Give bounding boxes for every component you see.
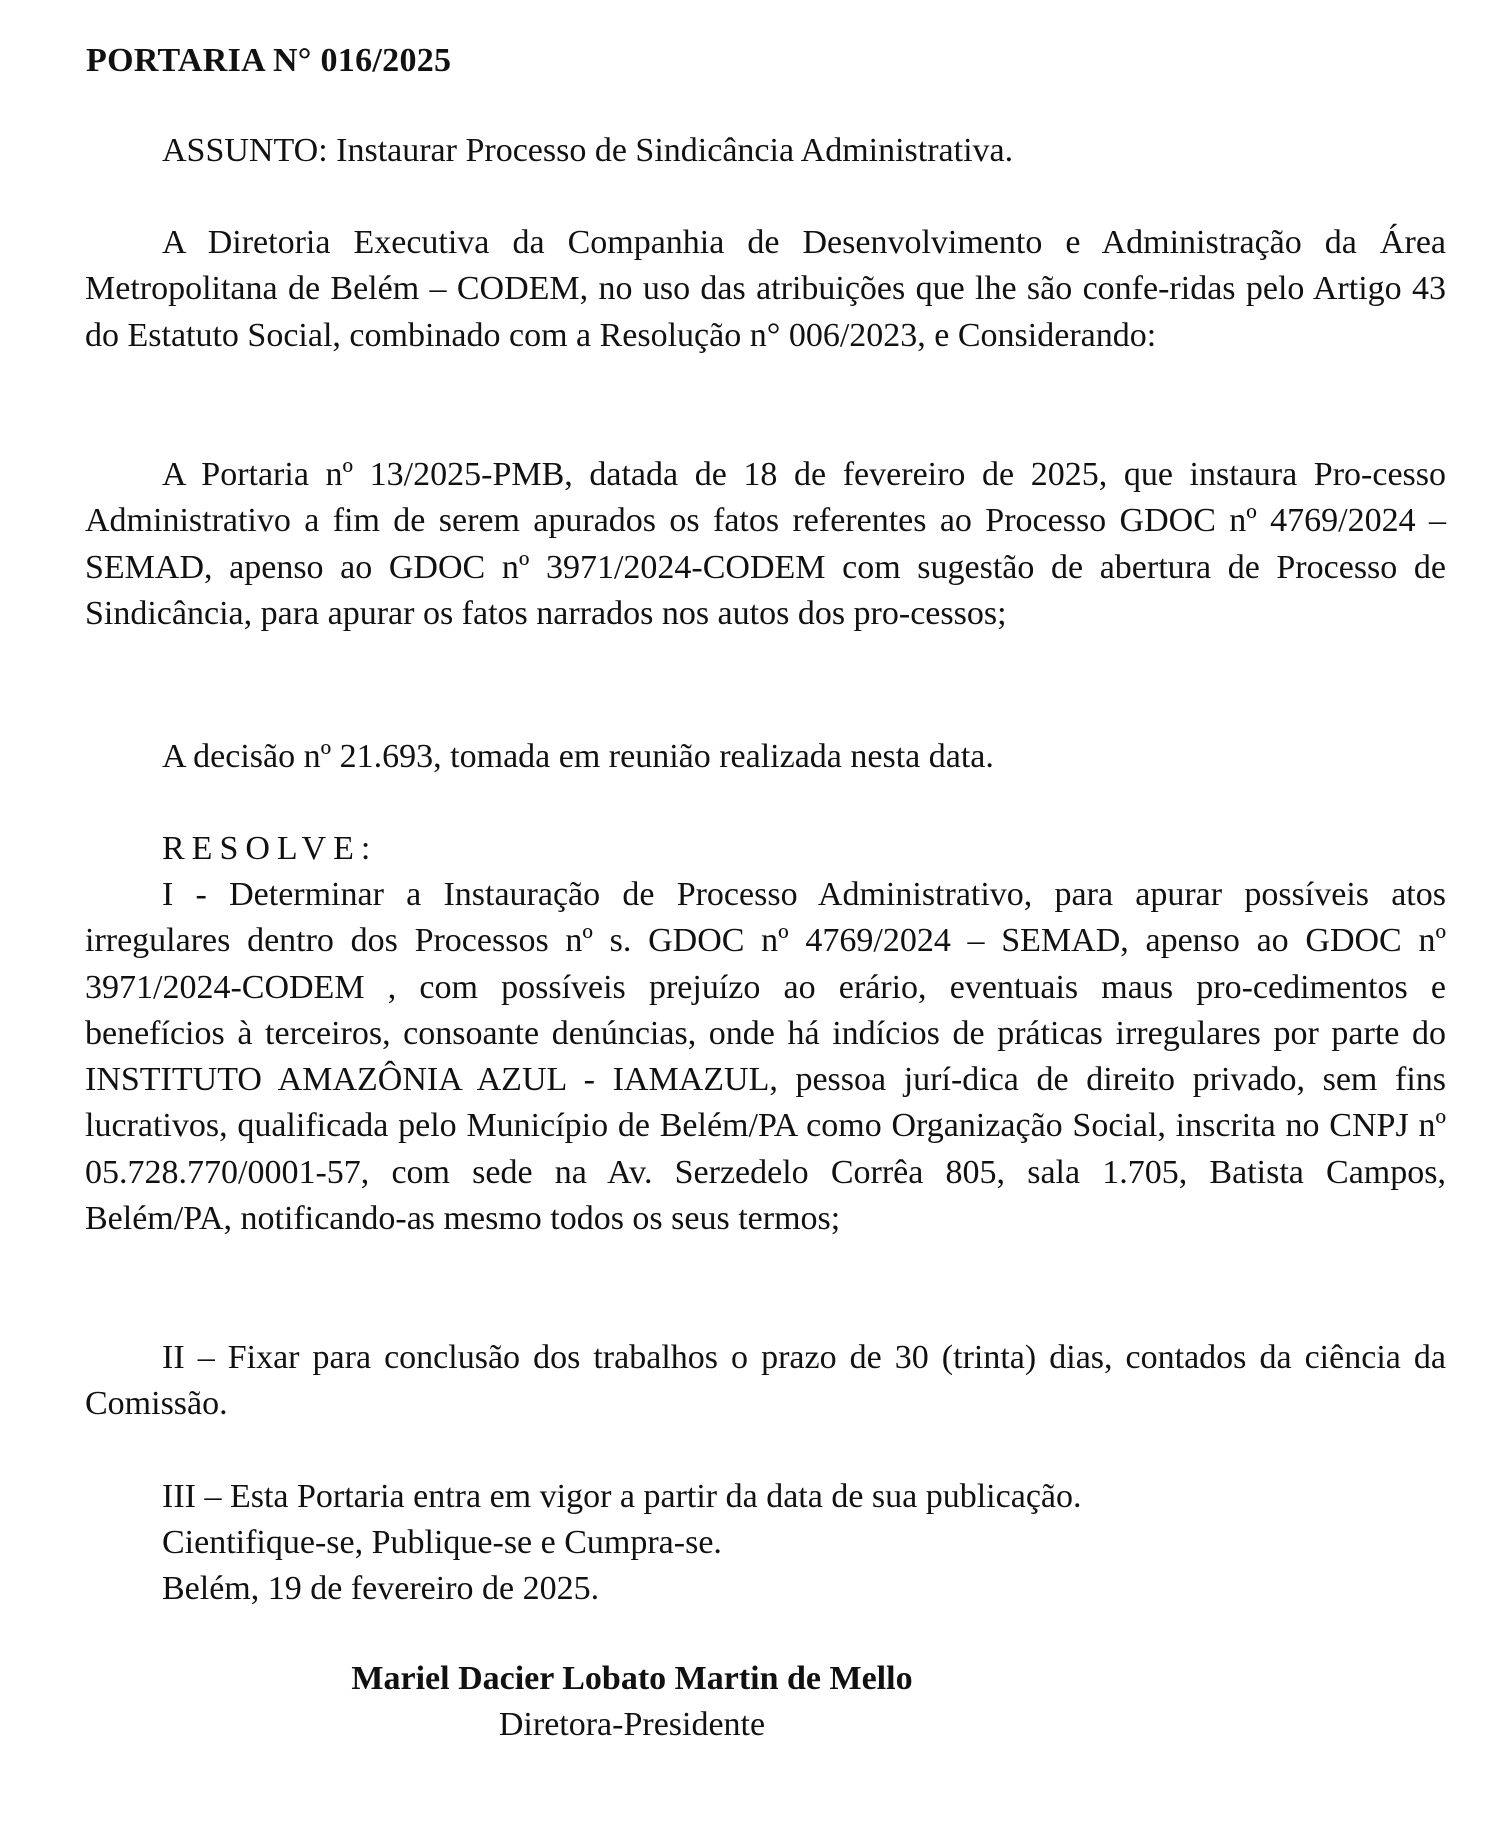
place-date-line: Belém, 19 de fevereiro de 2025. xyxy=(162,1570,600,1607)
considering-paragraph-2: A decisão nº 21.693, tomada em reunião realizada nesta data. xyxy=(162,738,994,775)
resolution-item-1: I - Determinar a Instauração de Processo Administrativo, para apurar possíveis atos irregulares dentro dos Processos nº s. GDOC nº 4769/2024 – SEMAD, apenso ao GDOC nº 3971/2024-CODEM , com possíveis prejuízo ao erário, eventuais maus pro-cedimentos e benefícios à terceiros, consoante denúncias, onde há indícios de práticas irregulares por parte do INSTITUTO AMAZÔNIA AZUL - IAMAZUL, pessoa jurí-dica de direito privado, sem fins lucrativos, qualificada pelo Município de Belém/PA como Organização Social, inscrita no CNPJ nº 05.728.770/0001-57, com sede na Av. Serzedelo Corrêa 805, sala 1.705, Batista Campos, Belém/PA, notificando-as mesmo todos os seus termos; xyxy=(85,876,1446,1238)
closing-line: Cientifique-se, Publique-se e Cumpra-se. xyxy=(162,1524,722,1561)
resolution-item-2: II – Fixar para conclusão dos trabalhos o prazo de 30 (trinta) dias, contados da ciência da Comissão. xyxy=(85,1339,1446,1423)
preamble-paragraph: A Diretoria Executiva da Companhia de Desenvolvimento e Administração da Área Metropolitana de Belém – CODEM, no uso das atribuições que lhe são confe-ridas pelo Artigo 43 do Estatuto Social, combinado com a Resolução n° 006/2023, e Considerando: xyxy=(85,224,1446,354)
resolution-item-3: III – Esta Portaria entra em vigor a partir da data de sua publicação. xyxy=(162,1478,1082,1515)
signatory-role: Diretora-Presidente xyxy=(498,1706,766,1743)
considering-paragraph-1: A Portaria nº 13/2025-PMB, datada de 18 de fevereiro de 2025, que instaura Pro-cesso Administrativo a fim de serem apurados os fatos referentes ao Processo GDOC nº 4769/2024 – SEMAD, apenso ao GDOC nº 3971/2024-CODEM com sugestão de abertura de Processo de Sindicância, para apurar os fatos narrados nos autos dos pro-cessos; xyxy=(85,456,1446,632)
signatory-name: Mariel Dacier Lobato Martin de Mello xyxy=(351,1660,913,1697)
document-title: PORTARIA N° 016/2025 xyxy=(86,42,452,79)
subject-line: ASSUNTO: Instaurar Processo de Sindicância Administrativa. xyxy=(162,132,1014,169)
resolve-heading: RESOLVE: xyxy=(162,830,378,867)
